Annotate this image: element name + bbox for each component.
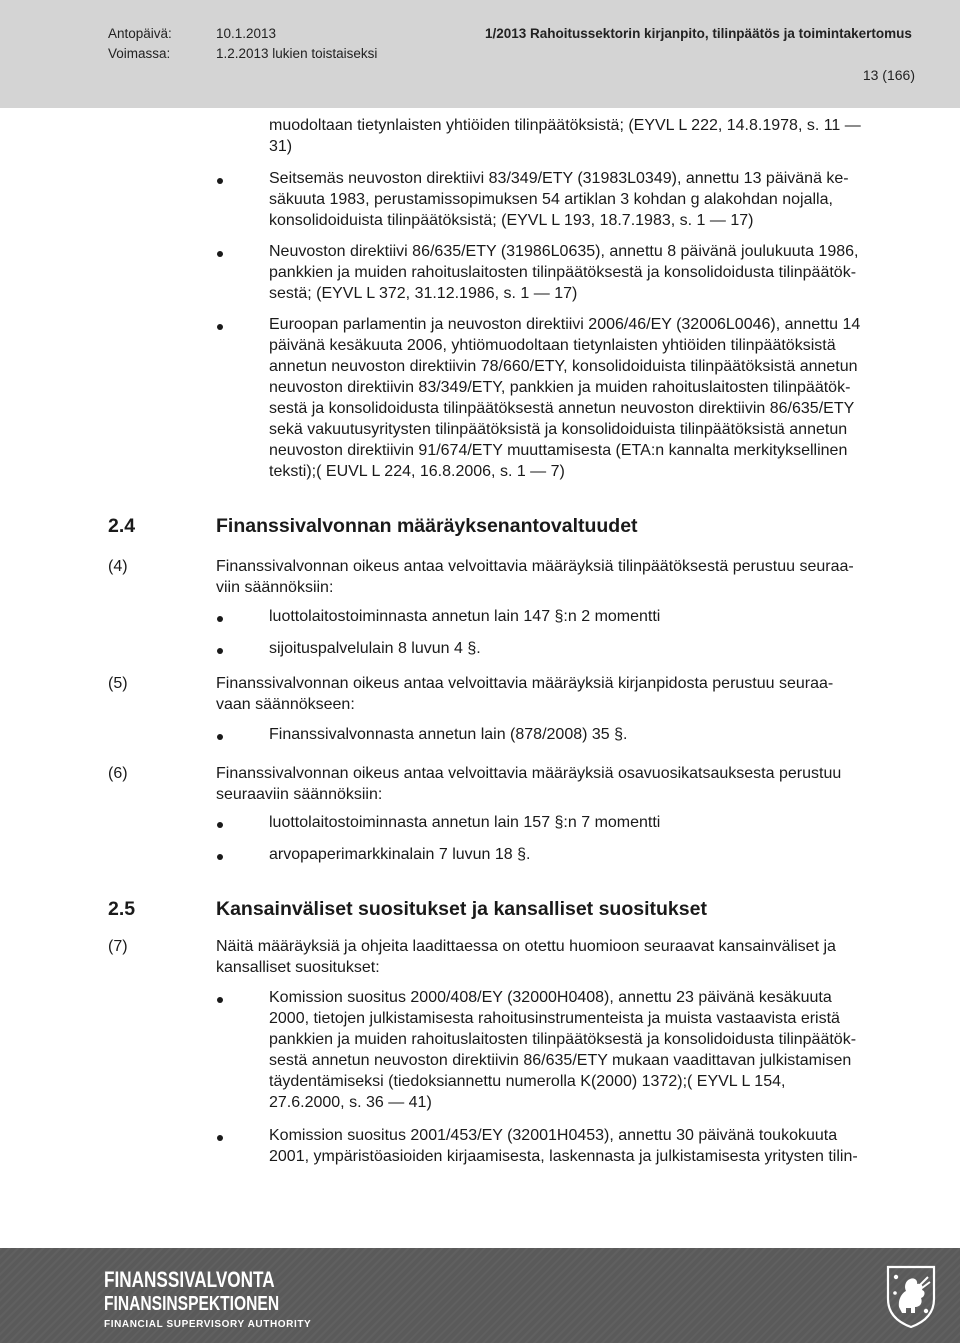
- list-item: Euroopan parlamentin ja neuvoston direktiivi 2006/46/EY (32006L0046), annettu 14 päivänä kesäkuuta 2006, yhtiömuodoltaan tietynlaisten yhtiöiden tilinpäätöksistä annetun neuvoston direktiivin 78/660/ETY, konsolidoiduista tilinpäätöksistä annetun neuvoston direktiivin 83/349/ETY, pankkien ja muiden rahoituslaitosten tilinpäätök- sestä ja konsolidoidusta tilinpäätöksestä annetun neuvoston direktiivin 86/635/ETY sekä vakuutusyritysten tilinpäätöksistä ja konsolidoiduista tilinpäätöksistä annetun neuvoston direktiivin 91/674/ETY muuttamisesta (ETA:n kannalta merkityksellinen teksti);( EUVL L 224, 16.8.2006, s. 1 — 7): [269, 316, 861, 480]
- voimassa-value: 1.2.2013 lukien toistaiseksi: [216, 46, 378, 61]
- bullet-icon: [217, 178, 223, 184]
- document-title: 1/2013 Rahoitussektorin kirjanpito, tilinpäätös ja toimintakertomus: [485, 26, 912, 41]
- bullet-icon: [217, 822, 223, 828]
- list-item: sijoituspalvelulain 8 luvun 4 §.: [269, 640, 481, 657]
- list-item: Komission suositus 2001/453/EY (32001H0453), annettu 30 päivänä toukokuuta 2001, ympäristöasioiden kirjaamisesta, laskennasta ja julkistamisesta yritysten tilin-: [269, 1127, 858, 1165]
- list-item: muodoltaan tietynlaisten yhtiöiden tilinpäätöksistä; (EYVL L 222, 14.8.1978, s. 11 — 31): [269, 117, 861, 155]
- paragraph-text: Finanssivalvonnan oikeus antaa velvoittavia määräyksiä tilinpäätöksestä perustuu seuraa- viin säännöksiin:: [216, 558, 854, 596]
- list-item: luottolaitostoiminnasta annetun lain 157 §:n 7 momentti: [269, 814, 661, 831]
- bullet-icon: [217, 997, 223, 1003]
- list-item: luottolaitostoiminnasta annetun lain 147 §:n 2 momentti: [269, 608, 661, 625]
- paragraph-text: Finanssivalvonnan oikeus antaa velvoittavia määräyksiä kirjanpidosta perustuu seuraa- vaan säännökseen:: [216, 675, 834, 713]
- bullet-icon: [217, 734, 223, 740]
- section-title: Kansainväliset suositukset ja kansalliset suositukset: [216, 898, 707, 920]
- page-footer: [0, 1248, 960, 1343]
- list-item: arvopaperimarkkinalain 7 luvun 18 §.: [269, 846, 531, 863]
- voimassa-label: Voimassa:: [108, 46, 171, 61]
- list-item: Komission suositus 2000/408/EY (32000H0408), annettu 23 päivänä kesäkuuta 2000, tietojen julkistamisesta rahoitusinstrumenteista ja muista vastaavista eristä pankkien ja muiden rahoituslaitosten tilinpäätöksestä ja konsolidoidusta tilinpäätök- sestä annetun neuvoston direktiivin 86/635/ETY mukaan vaadittavan julkistamisen täydentämiseksi (tiedoksiannettu numerolla K(2000) 1372);( EYVL L 154, 27.6.2000, s. 36 — 41): [269, 989, 857, 1111]
- list-item: Finanssivalvonnasta annetun lain (878/2008) 35 §.: [269, 726, 628, 743]
- bullet-icon: [217, 251, 223, 257]
- section-title: Finanssivalvonnan määräyksenantovaltuudet: [216, 515, 638, 537]
- lion-crest-icon: [884, 1263, 938, 1329]
- logo-text-fsa: FINANCIAL SUPERVISORY AUTHORITY: [104, 1319, 312, 1330]
- bullet-icon: [217, 324, 223, 330]
- paragraph-number: (6): [108, 765, 128, 782]
- page-header: [0, 0, 960, 108]
- list-item: Neuvoston direktiivi 86/635/ETY (31986L0635), annettu 8 päivänä joulukuuta 1986, pankkien ja muiden rahoituslaitosten tilinpäätöksestä ja konsolidoidusta tilinpäätök- sestä; (EYVL L 372, 31.12.1986, s. 1 — 17): [269, 243, 859, 302]
- bullet-icon: [217, 1135, 223, 1141]
- bullet-icon: [217, 648, 223, 654]
- paragraph-text: Näitä määräyksiä ja ohjeita laadittaessa on otettu huomioon seuraavat kansainväliset ja kansalliset suositukset:: [216, 938, 836, 976]
- antopaiva-value: 10.1.2013: [216, 26, 277, 41]
- list-item: Seitsemäs neuvoston direktiivi 83/349/ETY (31983L0349), annettu 13 päivänä ke- säkuuta 1983, perustamissopimuksen 54 artiklan 3 kohdan g alakohdan nojalla, konsolidoiduista tilinpäätöksistä; (EYVL L 193, 18.7.1983, s. 1 — 17): [269, 170, 849, 229]
- bullet-icon: [217, 854, 223, 860]
- logo-text-finanssivalvonta: FINANSSIVALVONTA: [104, 1267, 275, 1292]
- bullet-icon: [217, 616, 223, 622]
- page-number: 13 (166): [862, 67, 915, 83]
- paragraph-text: Finanssivalvonnan oikeus antaa velvoittavia määräyksiä osavuosikatsauksesta perustuu seuraaviin säännöksiin:: [216, 765, 842, 803]
- section-number: 2.4: [108, 515, 136, 537]
- section-number: 2.5: [108, 898, 136, 920]
- paragraph-number: (7): [108, 938, 128, 955]
- paragraph-number: (5): [108, 675, 128, 692]
- logo-text-finansinspektionen: FINANSINSPEKTIONEN: [104, 1293, 280, 1315]
- paragraph-number: (4): [108, 558, 128, 575]
- antopaiva-label: Antopäivä:: [108, 26, 172, 41]
